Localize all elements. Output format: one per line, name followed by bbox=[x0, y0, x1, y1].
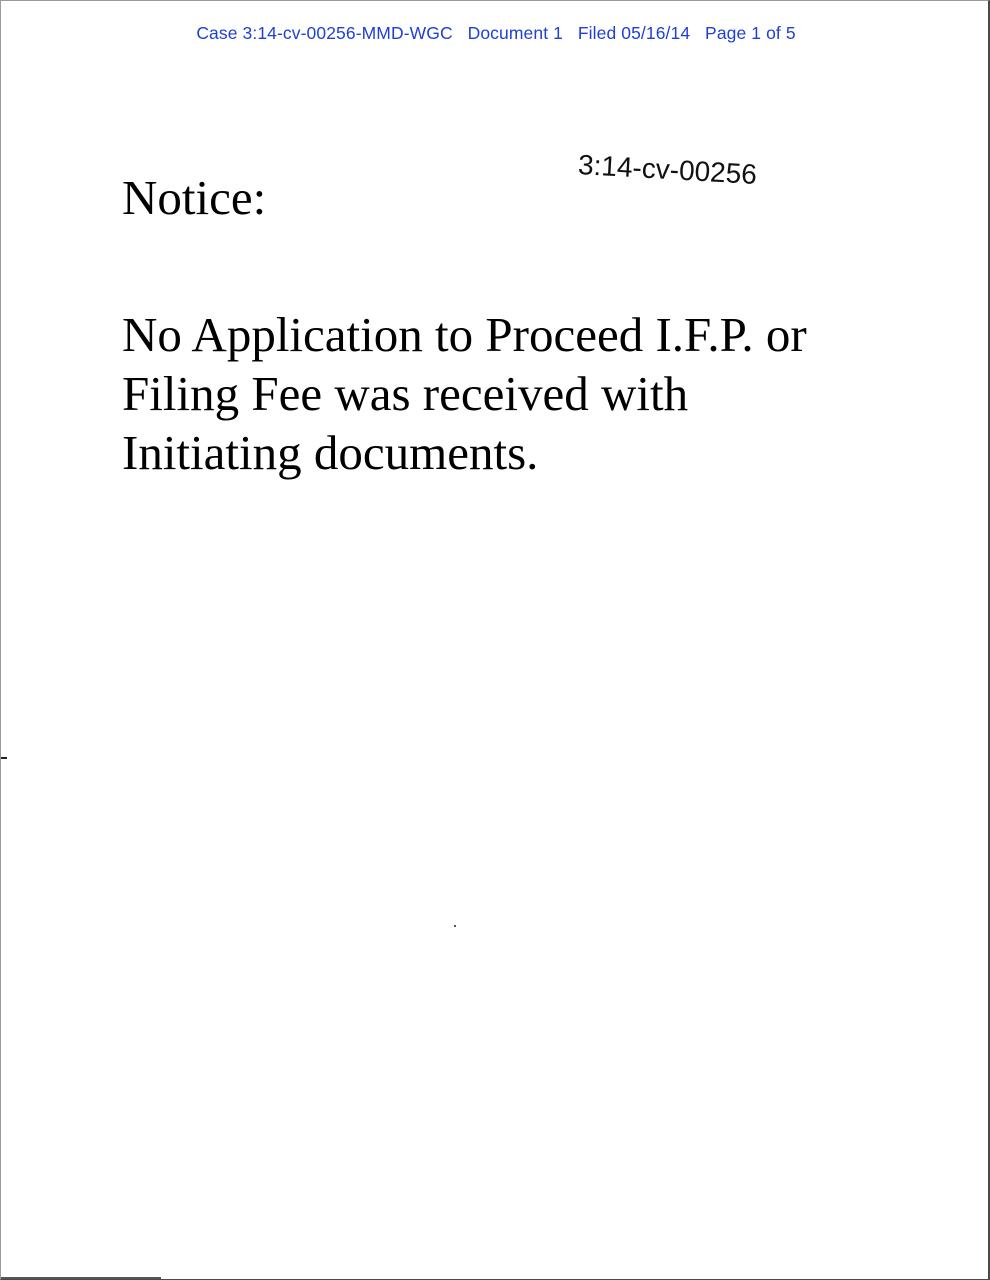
scan-edge-mark bbox=[1, 757, 7, 759]
court-filing-header: Case 3:14-cv-00256-MMD-WGC Document 1 Filed 05/16/14 Page 1 of 5 bbox=[196, 23, 796, 43]
case-number-stamp: 3:14-cv-00256 bbox=[577, 149, 758, 190]
scan-bottom-line bbox=[1, 1277, 161, 1279]
notice-body: No Application to Proceed I.F.P. or Filing Fee was received with Initiating documents. bbox=[122, 307, 807, 480]
notice-title: Notice: bbox=[122, 170, 267, 225]
scan-speck bbox=[454, 925, 456, 927]
